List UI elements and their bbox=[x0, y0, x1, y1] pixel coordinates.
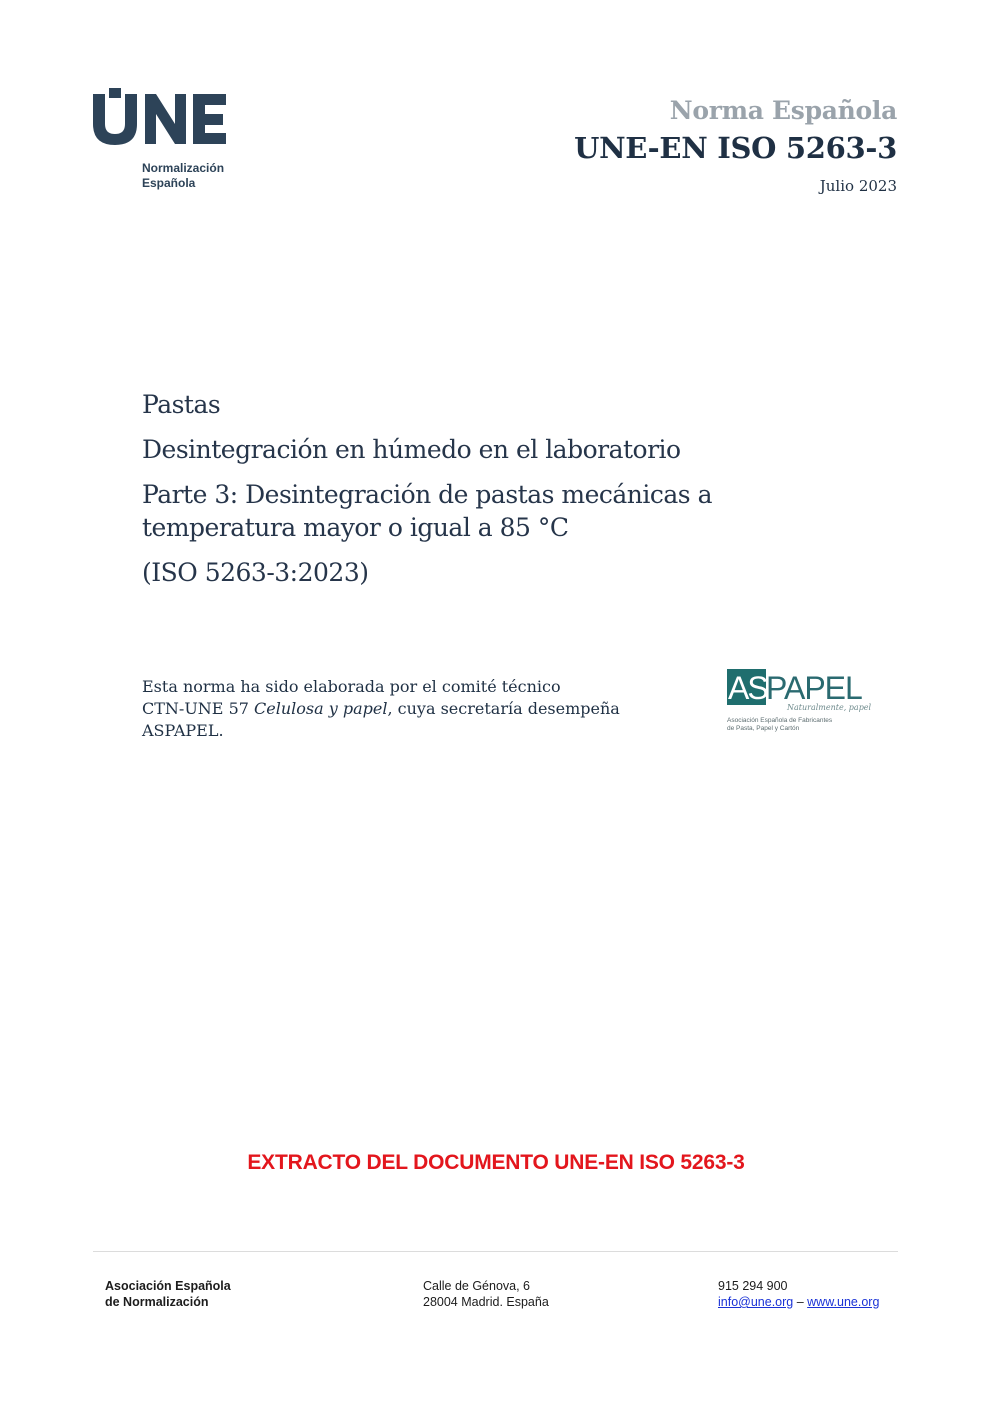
footer-addr-line1: Calle de Génova, 6 bbox=[423, 1279, 531, 1293]
aspapel-logo-tagline: Naturalmente, papel bbox=[787, 703, 872, 712]
committee-line-2-rest: , cuya secretaría desempeña bbox=[387, 699, 620, 718]
footer-link-separator: – bbox=[793, 1295, 808, 1309]
title-line-4: (ISO 5263-3:2023) bbox=[142, 558, 369, 587]
footer-address bbox=[423, 1278, 549, 1310]
aspapel-desc-line2: de Pasta, Papel y Cartón bbox=[727, 725, 800, 732]
footer-addr-line2: 28004 Madrid. España bbox=[423, 1295, 549, 1309]
footer-divider bbox=[93, 1251, 898, 1252]
une-logo-subtitle-line2: Española bbox=[142, 176, 196, 190]
title-line-3a: Parte 3: Desintegración de pastas mecánicas a bbox=[142, 480, 712, 509]
footer-organization bbox=[105, 1278, 231, 1310]
footer-links bbox=[718, 1294, 879, 1310]
une-logo-subtitle bbox=[142, 161, 224, 191]
une-logo-subtitle-line1: Normalización bbox=[142, 161, 225, 175]
committee-statement bbox=[142, 676, 642, 742]
committee-code: CTN-UNE 57 bbox=[142, 699, 249, 718]
aspapel-logo-papel: PAPEL bbox=[766, 670, 862, 706]
aspapel-logo bbox=[727, 669, 872, 739]
une-logo-mark bbox=[93, 88, 228, 146]
aspapel-logo-description bbox=[727, 717, 832, 733]
committee-line-1: Esta norma ha sido elaborada por el comité técnico bbox=[142, 677, 561, 696]
norma-code: UNE-EN ISO 5263-3 bbox=[574, 131, 897, 165]
footer-contact bbox=[718, 1278, 879, 1310]
committee-line-3: ASPAPEL. bbox=[142, 721, 224, 740]
aspapel-logo-as: AS bbox=[728, 670, 767, 706]
norma-label: Norma Española bbox=[669, 96, 897, 125]
document-title bbox=[142, 388, 782, 605]
title-line-3 bbox=[142, 478, 782, 544]
title-line-2: Desintegración en húmedo en el laboratorio bbox=[142, 435, 681, 464]
footer-org-line2: de Normalización bbox=[105, 1295, 209, 1309]
title-line-3b: temperatura mayor o igual a 85 °C bbox=[142, 513, 569, 542]
aspapel-desc-line1: Asociación Española de Fabricantes bbox=[727, 717, 833, 724]
title-line-1: Pastas bbox=[142, 390, 221, 419]
une-logo bbox=[93, 88, 263, 198]
website-link[interactable]: www.une.org bbox=[807, 1295, 880, 1309]
extract-notice: EXTRACTO DEL DOCUMENTO UNE-EN ISO 5263-3 bbox=[247, 1151, 745, 1174]
committee-name: Celulosa y papel bbox=[254, 699, 388, 718]
footer-phone: 915 294 900 bbox=[718, 1279, 788, 1293]
email-link[interactable]: info@une.org bbox=[718, 1295, 794, 1309]
publication-date: Julio 2023 bbox=[819, 177, 897, 195]
committee-line-2 bbox=[142, 698, 642, 720]
footer-org-line1: Asociación Española bbox=[105, 1279, 231, 1293]
